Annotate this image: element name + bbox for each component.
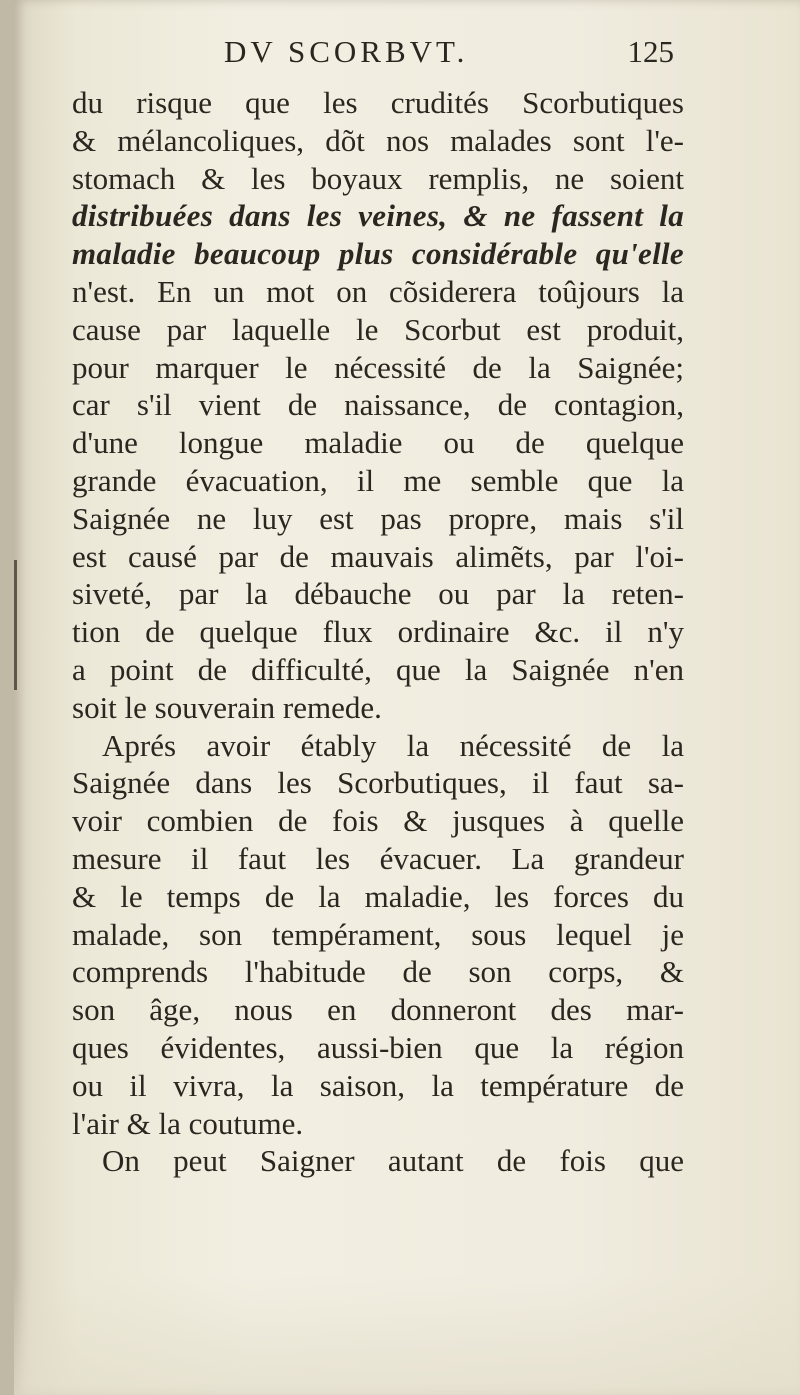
text-line: On peut Saigner autant de fois que (102, 1143, 684, 1179)
running-head: DV SCORBVT. (224, 34, 469, 69)
text-line: du risque que les crudités Scorbutiques (72, 85, 684, 120)
text-line: stomach & les boyaux remplis, ne soient (72, 160, 684, 196)
text-line: Saignée dans les Scorbutiques, il faut sa- (72, 765, 684, 801)
text-line: grande évacuation, il me semble que la (72, 462, 684, 498)
text-line: tion de quelque flux ordinaire &c. il n'y (72, 614, 684, 650)
text-line: pour marquer le nécessité de la Saignée; (72, 349, 684, 385)
body-text (72, 84, 684, 1180)
text-line: voir combien de fois & jusques à quelle (72, 803, 684, 839)
text-line: comprends l'habitude de son corps, & (72, 954, 684, 990)
page-header (64, 30, 674, 78)
text-line: Aprés avoir étably la nécessité de la (102, 727, 684, 763)
text-line: & le temps de la maladie, les forces du (72, 878, 684, 914)
text-line: a point de difficulté, que la Saignée n'en (72, 651, 684, 687)
text-line: d'une longue maladie ou de quelque (72, 425, 684, 461)
book-page (14, 0, 800, 1395)
text-line: ques évidentes, aussi-bien que la région (72, 1029, 684, 1065)
text-line: Saignée ne luy est pas propre, mais s'il (72, 500, 684, 536)
text-line: malade, son tempérament, sous lequel je (72, 916, 684, 952)
text-line: n'est. En un mot on cõsiderera toûjours la (72, 273, 684, 309)
text-line: cause par laquelle le Scorbut est produit, (72, 311, 684, 347)
gutter-shadow (14, 560, 17, 690)
text-line: mesure il faut les évacuer. La grandeur (72, 840, 684, 876)
text-line: son âge, nous en donneront des mar- (72, 992, 684, 1028)
text-line: maladie beaucoup plus considérable qu'elle (72, 236, 684, 272)
text-line: ou il vivra, la saison, la température de (72, 1067, 684, 1103)
text-line: l'air & la coutume. (72, 1105, 304, 1141)
text-line: car s'il vient de naissance, de contagion, (72, 387, 684, 423)
text-line: soit le souverain remede. (72, 689, 382, 725)
text-line: siveté, par la débauche ou par la reten- (72, 576, 684, 612)
page-number: 125 (627, 34, 674, 69)
text-line: & mélancoliques, dõt nos malades sont l'e- (72, 122, 684, 158)
text-line: est causé par de mauvais alimẽts, par l'oi- (72, 538, 684, 574)
text-line: distribuées dans les veines, & ne fassent la (72, 198, 684, 234)
